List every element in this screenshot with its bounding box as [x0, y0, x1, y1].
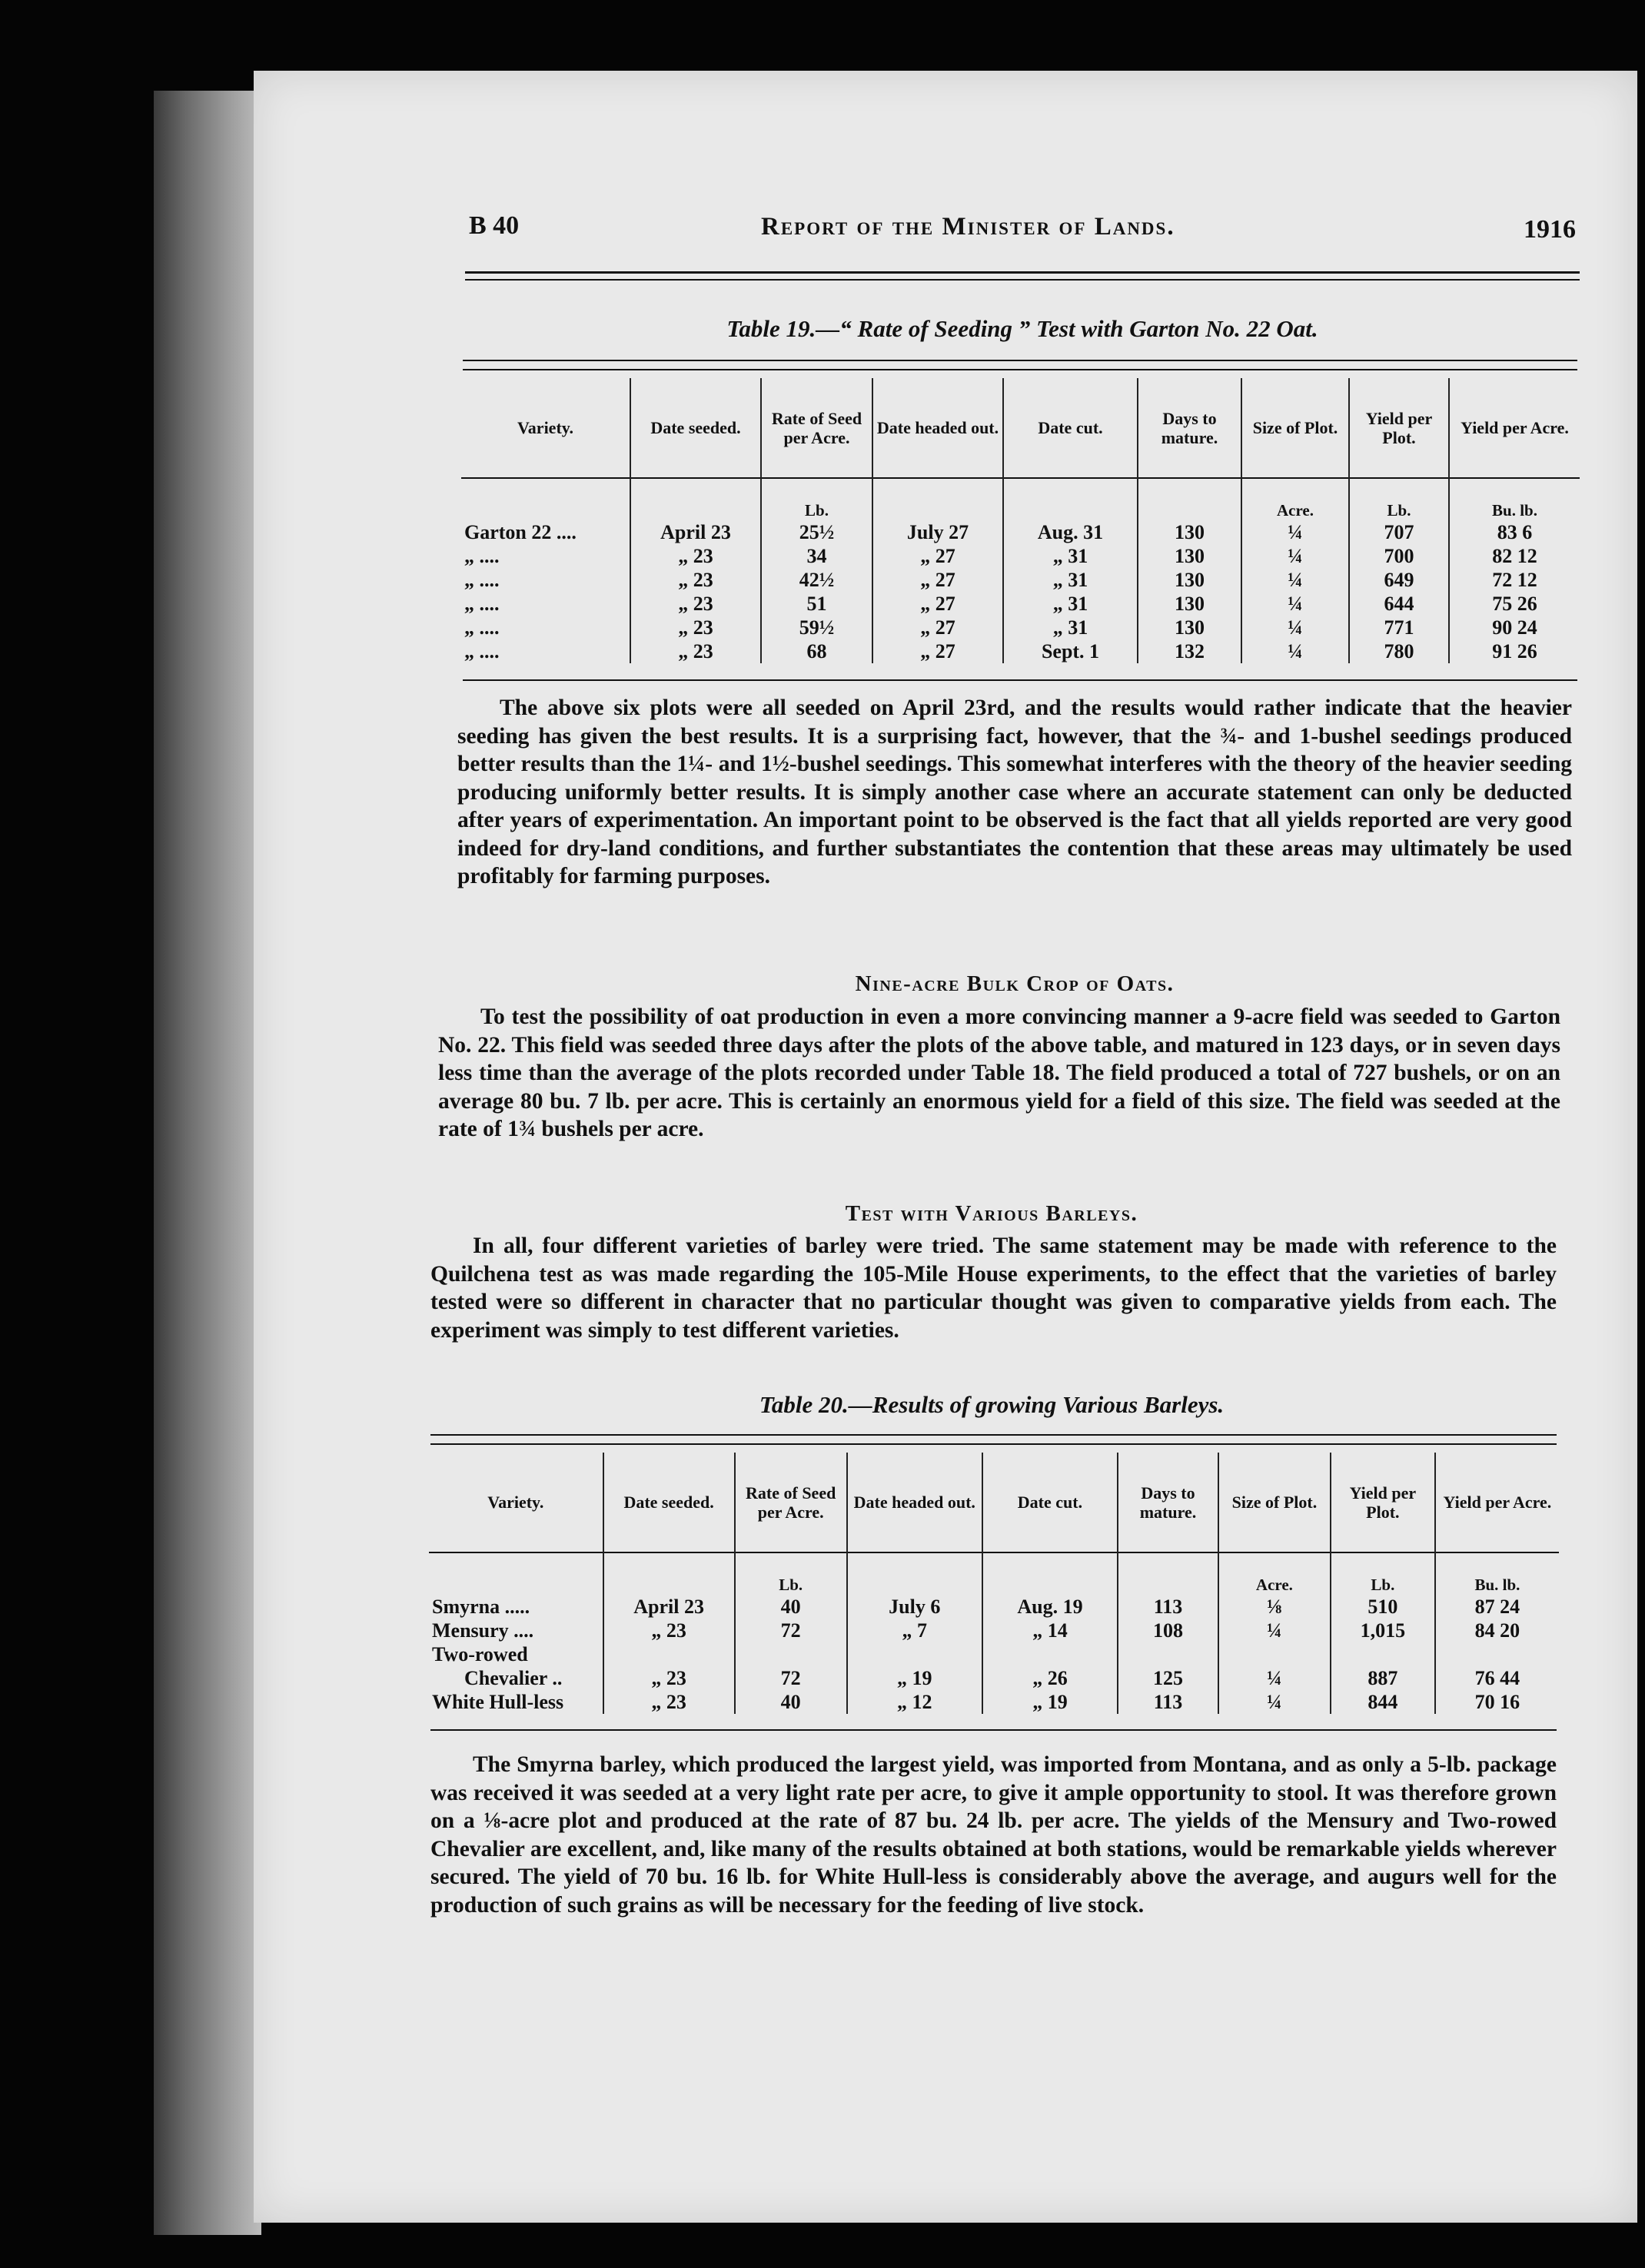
running-title: Report of the Minister of Lands.	[761, 213, 1175, 241]
table19-cell: April 23	[630, 520, 761, 544]
page-header	[0, 0, 1645, 307]
table20-cell: 887	[1331, 1666, 1435, 1690]
table19-header-cell: Variety.	[517, 418, 574, 437]
table19-cell: 707	[1349, 520, 1449, 544]
table20-cell: 844	[1331, 1690, 1435, 1714]
table20-cell	[847, 1642, 982, 1666]
table19-unit-cell	[1003, 478, 1138, 520]
table20-cell	[1331, 1642, 1435, 1666]
table19-rule-top2	[463, 369, 1577, 370]
paragraph-smyrna-barley: The Smyrna barley, which produced the largest yield, was imported from Montana, and as only a 5-lb. package was received it was seeded at a very light rate per acre, to give it ample opportunity to stool. It was therefore grown on a ⅛-acre plot and produced at the rate of 87 bu. 24 lb. per acre. The yields of the Mensury and Two-rowed Chevalier are excellent, and, like many of the results obtained at both stations, would be remarkable yields wherever secured. The yield of 70 bu. 16 lb. for White Hull-less is considerably above the average, and augurs well for the production of such grains as will be necessary for the feeding of live stock.	[430, 1752, 1557, 1918]
table20-unit-cell: Lb.	[735, 1552, 847, 1595]
page-number: B 40	[469, 211, 520, 240]
table20-cell: Mensury ....	[432, 1619, 534, 1642]
table19-cell: 72 12	[1449, 568, 1580, 592]
table19-unit-cell	[630, 478, 761, 520]
table20-header-cell: Size of Plot.	[1218, 1453, 1331, 1552]
table19-cell: ¼	[1241, 639, 1349, 663]
table20-cell: ¼	[1218, 1619, 1331, 1642]
table19-cell: 130	[1138, 592, 1241, 616]
table20-cell: „ 26	[982, 1666, 1118, 1690]
table20-cell: Smyrna .....	[432, 1596, 530, 1618]
table20-row	[429, 1690, 1559, 1714]
table20-cell: April 23	[603, 1595, 735, 1619]
table20-cell	[1118, 1642, 1218, 1666]
table19-header-cell: Days to mature.	[1138, 378, 1241, 478]
paragraph-nine-acre-field: To test the possibility of oat production in even a more convincing manner a 9-acre field was seeded to Garton No. 22. This field was seeded three days after the plots of the above table, and matured in 123 days, or in seven days less time than the average of the plots recorded under Table 18. The field produced a total of 727 bushels, or on an average 80 bu. 7 lb. per acre. This is certainly an enormous yield for a field of this size. The field was seeded at the rate of 1¾ bushels per acre.	[438, 1004, 1560, 1141]
table20-header-cell: Date seeded.	[603, 1453, 735, 1552]
table19-cell: ¼	[1241, 592, 1349, 616]
header-rule-top	[465, 271, 1580, 274]
table19-cell: 130	[1138, 616, 1241, 639]
table19-row	[461, 616, 1580, 639]
table20-cell: White Hull-less	[432, 1691, 564, 1713]
table19-cell: 130	[1138, 568, 1241, 592]
table20-cell: „ 23	[603, 1619, 735, 1642]
table20-unit-cell	[847, 1552, 982, 1595]
table19-cell: 700	[1349, 544, 1449, 568]
table19-cell: „ 27	[872, 592, 1003, 616]
paragraph-seeding-results: The above six plots were all seeded on April 23rd, and the results would rather indicate that the heavier seeding has given the best results. It is a surprising fact, however, that the ¾- and 1-bushel seedings produced better results than the 1¼- and 1½-bushel seedings. This somewhat interferes with the theory of the heavier seeding producing uniformly better results. It is simply another case where an accurate statement can only be deducted after years of experimentation. An important point to be observed is the fact that all yields reported are very good indeed for dry-land conditions, and further substantiates the contention that these areas may ultimately be used profitably for farming purposes.	[457, 696, 1572, 888]
table19-cell: „ 23	[630, 544, 761, 568]
table20-unit-cell: Bu. lb.	[1435, 1552, 1559, 1595]
table19-cell: „ 31	[1003, 544, 1138, 568]
table19-row	[461, 520, 1580, 544]
table20-cell: „ 19	[982, 1690, 1118, 1714]
table19-cell: 130	[1138, 520, 1241, 544]
table20-cell: 113	[1118, 1595, 1218, 1619]
table20-cell: Aug. 19	[982, 1595, 1118, 1619]
paragraph-barley-varieties: In all, four different varieties of barley were tried. The same statement may be made with reference to the Quilchena test as was made regarding the 105-Mile House experiments, to the effect that the varieties of barley tested were so different in character that no particular thought was given to comparative yields from each. The experiment was simply to test different varieties.	[430, 1234, 1557, 1343]
table20-cell: 87 24	[1435, 1595, 1559, 1619]
table20-cell: „ 12	[847, 1690, 982, 1714]
table20-row	[429, 1595, 1559, 1619]
table20-header-cell: Yield per Acre.	[1435, 1453, 1559, 1552]
table20-rule-bottom	[430, 1729, 1557, 1731]
table19-cell: 68	[761, 639, 872, 663]
table20-unit-cell: Acre.	[1218, 1552, 1331, 1595]
table20-header-cell: Date headed out.	[847, 1453, 982, 1552]
table20-header-cell: Yield per Plot.	[1331, 1453, 1435, 1552]
table20-cell: Two-rowed	[432, 1643, 528, 1665]
table20-cell: „ 19	[847, 1666, 982, 1690]
table20-unit-cell	[1118, 1552, 1218, 1595]
table19-cell: 34	[761, 544, 872, 568]
table19-cell: „ 27	[872, 616, 1003, 639]
table19-cell: 90 24	[1449, 616, 1580, 639]
table20-cell: „ 23	[603, 1690, 735, 1714]
table20-cell: ⅛	[1218, 1595, 1331, 1619]
table19-cell: „ ....	[464, 640, 500, 662]
heading-nine-acre-bulk-crop: Nine-acre Bulk Crop of Oats.	[855, 971, 1175, 996]
table19-cell: „ 27	[872, 544, 1003, 568]
table19-cell: „ 27	[872, 568, 1003, 592]
table19-rule-bottom	[463, 679, 1577, 681]
table19-cell: „ 31	[1003, 616, 1138, 639]
table19-cell: „ ....	[464, 616, 500, 639]
table20-cell	[982, 1642, 1118, 1666]
table20-cell: Chevalier ..	[464, 1667, 563, 1689]
table20-cell: „ 14	[982, 1619, 1118, 1642]
table19-cell: 42½	[761, 568, 872, 592]
table19-cell: 82 12	[1449, 544, 1580, 568]
table19-cell: 59½	[761, 616, 872, 639]
table20-cell: July 6	[847, 1595, 982, 1619]
table19-header-cell: Date seeded.	[630, 378, 761, 478]
table19-cell: Aug. 31	[1003, 520, 1138, 544]
table19-cell: 780	[1349, 639, 1449, 663]
table19-cell: ¼	[1241, 520, 1349, 544]
table19-cell: „ 31	[1003, 592, 1138, 616]
table20-header-cell: Days to mature.	[1118, 1453, 1218, 1552]
table19-cell: „ 23	[630, 616, 761, 639]
table19-header-cell: Date cut.	[1003, 378, 1138, 478]
table20-unit-cell	[429, 1552, 603, 1595]
table19-unit-cell	[872, 478, 1003, 520]
table20-header-cell: Rate of Seed per Acre.	[735, 1453, 847, 1552]
table19-cell: „ 31	[1003, 568, 1138, 592]
table20-cell	[603, 1642, 735, 1666]
table20-cell: 70 16	[1435, 1690, 1559, 1714]
table20-cell: 125	[1118, 1666, 1218, 1690]
table19-unit-cell	[461, 478, 630, 520]
table19-cell: 25½	[761, 520, 872, 544]
header-rule-bottom	[465, 279, 1580, 281]
heading-various-barleys: Test with Various Barleys.	[845, 1201, 1138, 1226]
table19-cell: ¼	[1241, 568, 1349, 592]
table20-row	[429, 1619, 1559, 1642]
table20-unit-cell	[603, 1552, 735, 1595]
table20-cell: 108	[1118, 1619, 1218, 1642]
table19-unit-cell: Lb.	[761, 478, 872, 520]
table19-header-cell: Size of Plot.	[1241, 378, 1349, 478]
table19-cell: 51	[761, 592, 872, 616]
table20-unit-cell: Lb.	[1331, 1552, 1435, 1595]
table19-cell: 132	[1138, 639, 1241, 663]
table19	[461, 378, 1580, 663]
table19-cell: „ 23	[630, 592, 761, 616]
table20-row	[429, 1666, 1559, 1690]
table20-cell: ¼	[1218, 1690, 1331, 1714]
table19-cell: Garton 22 ....	[464, 521, 577, 543]
table19-cell: 91 26	[1449, 639, 1580, 663]
table19-row	[461, 544, 1580, 568]
table20-units-row	[429, 1552, 1559, 1595]
table20-cell: „ 7	[847, 1619, 982, 1642]
table19-cell: July 27	[872, 520, 1003, 544]
table20-header-row	[429, 1453, 1559, 1552]
table19-cell: 644	[1349, 592, 1449, 616]
table19-cell: „ ....	[464, 593, 500, 615]
table19-cell: Sept. 1	[1003, 639, 1138, 663]
table19-cell: „ 27	[872, 639, 1003, 663]
table19-unit-cell: Acre.	[1241, 478, 1349, 520]
table19-row	[461, 592, 1580, 616]
table19-caption: Table 19.—“ Rate of Seeding ” Test with Garton No. 22 Oat.	[726, 315, 1318, 342]
table19-cell: 130	[1138, 544, 1241, 568]
book-binding-edge	[154, 91, 261, 2235]
table20	[429, 1453, 1559, 1714]
table19-cell: „ 23	[630, 568, 761, 592]
table19-cell: ¼	[1241, 544, 1349, 568]
table19-units-row	[461, 478, 1580, 520]
table20-cell: „ 23	[603, 1666, 735, 1690]
table19-cell: „ ....	[464, 569, 500, 591]
table20-caption: Table 20.—Results of growing Various Barleys.	[759, 1391, 1225, 1418]
table19-header-cell: Yield per Plot.	[1349, 378, 1449, 478]
table20-cell: 76 44	[1435, 1666, 1559, 1690]
page-year: 1916	[1524, 215, 1576, 244]
table19-cell: 649	[1349, 568, 1449, 592]
table19-header-row	[461, 378, 1580, 478]
table20-header-cell: Date cut.	[982, 1453, 1118, 1552]
table19-cell: 83 6	[1449, 520, 1580, 544]
table20-cell: 72	[735, 1619, 847, 1642]
table20-rule-top2	[430, 1443, 1557, 1445]
table20-cell: 113	[1118, 1690, 1218, 1714]
table19-cell: ¼	[1241, 616, 1349, 639]
table19-row	[461, 639, 1580, 663]
table20-cell: 84 20	[1435, 1619, 1559, 1642]
table19-unit-cell: Bu. lb.	[1449, 478, 1580, 520]
table19-unit-cell: Lb.	[1349, 478, 1449, 520]
table20-cell	[735, 1642, 847, 1666]
table20-cell: 1,015	[1331, 1619, 1435, 1642]
table20-cell: 510	[1331, 1595, 1435, 1619]
table20-row	[429, 1642, 1559, 1666]
table20-cell: 40	[735, 1690, 847, 1714]
table19-cell: „ 23	[630, 639, 761, 663]
table20-cell: 40	[735, 1595, 847, 1619]
table19-unit-cell	[1138, 478, 1241, 520]
table20-cell: ¼	[1218, 1666, 1331, 1690]
table19-cell: 75 26	[1449, 592, 1580, 616]
table20-rule-top1	[430, 1434, 1557, 1436]
table20-unit-cell	[982, 1552, 1118, 1595]
table19-header-cell: Yield per Acre.	[1449, 378, 1580, 478]
table20-header-cell: Variety.	[487, 1493, 544, 1512]
table19-cell: „ ....	[464, 545, 500, 567]
table19-row	[461, 568, 1580, 592]
table19-cell: 771	[1349, 616, 1449, 639]
table20-cell	[1435, 1642, 1559, 1666]
table19-header-cell: Date headed out.	[872, 378, 1003, 478]
table19-header-cell: Rate of Seed per Acre.	[761, 378, 872, 478]
table20-cell: 72	[735, 1666, 847, 1690]
table20-cell	[1218, 1642, 1331, 1666]
table19-rule-top1	[463, 360, 1577, 361]
